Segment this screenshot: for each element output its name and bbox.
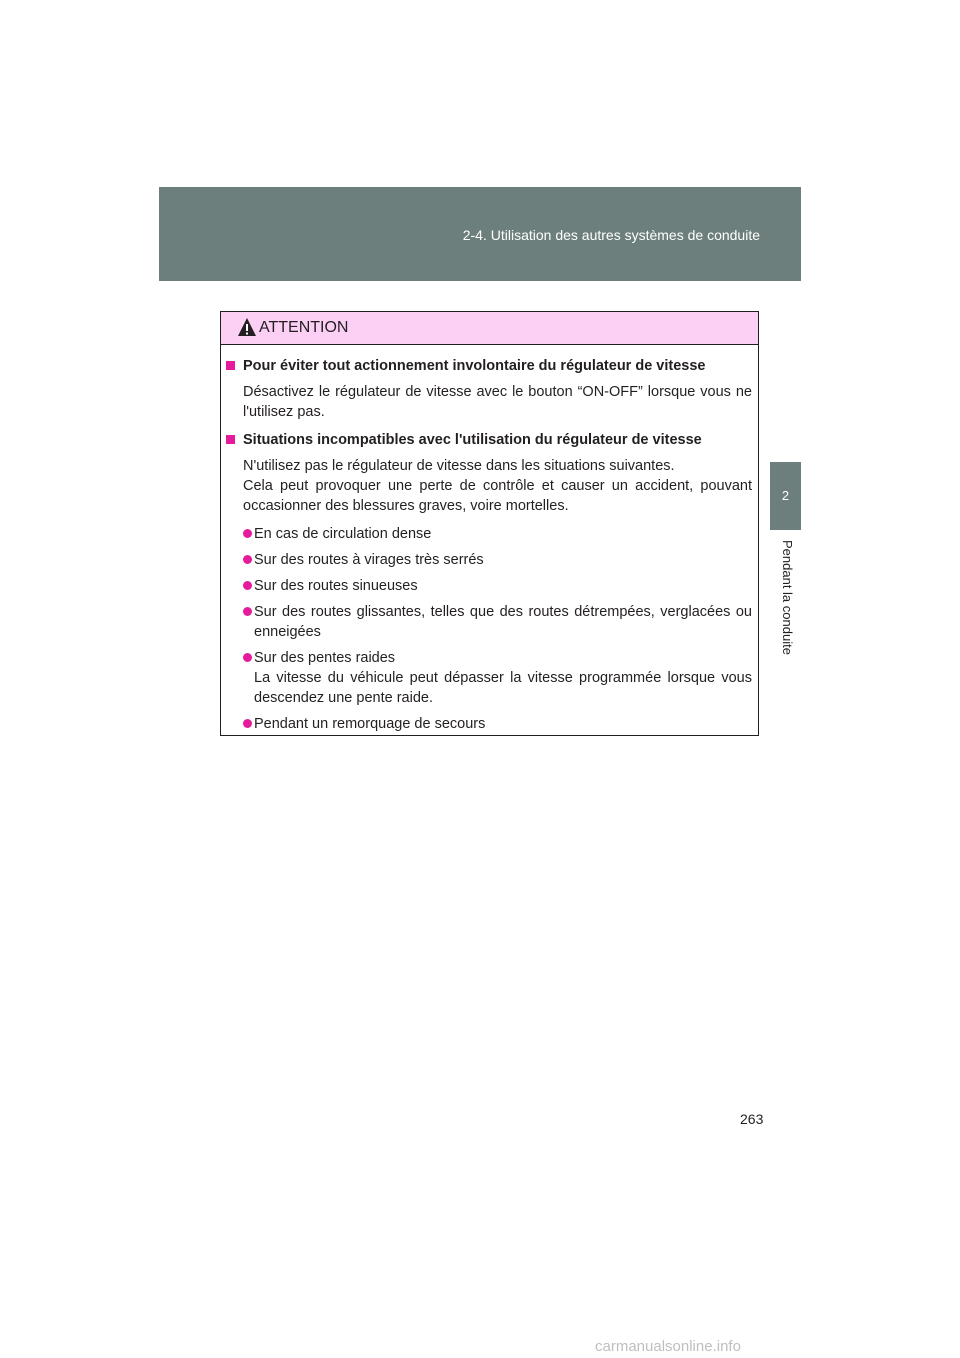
section-text xyxy=(226,456,752,516)
warning-body xyxy=(221,345,758,734)
list-item-text: En cas de circulation dense xyxy=(254,526,432,542)
round-bullet-icon xyxy=(243,719,252,728)
section-text-line: Cela peut provoquer une perte de contrôle et causer un accident, pouvant occasionner des blessures graves, voire mortelles. xyxy=(243,478,752,514)
header-band xyxy=(159,187,801,281)
list-item-text: Sur des routes à virages très serrés xyxy=(254,552,484,568)
chapter-label: Pendant la conduite xyxy=(780,540,795,655)
section-heading xyxy=(226,430,752,450)
section-text-line: N'utilisez pas le régulateur de vitesse dans les situations suivantes. xyxy=(243,458,675,474)
square-bullet-icon xyxy=(226,435,235,444)
list-item xyxy=(226,524,752,544)
section-title: 2-4. Utilisation des autres systèmes de conduite xyxy=(462,227,760,243)
square-bullet-icon xyxy=(226,361,235,370)
list-item xyxy=(226,576,752,596)
list-item-text: Pendant un remorquage de secours xyxy=(254,716,486,732)
round-bullet-icon xyxy=(243,653,252,662)
round-bullet-icon xyxy=(243,607,252,616)
chapter-number: 2 xyxy=(781,488,790,503)
section-text: Désactivez le régulateur de vitesse avec le bouton “ON-OFF” lorsque vous ne l'utilisez pas. xyxy=(243,384,752,420)
list-item xyxy=(226,602,752,642)
warning-box xyxy=(220,311,759,736)
list-item xyxy=(226,648,752,708)
round-bullet-icon xyxy=(243,581,252,590)
section-heading-text: Pour éviter tout actionnement involontaire du régulateur de vitesse xyxy=(243,358,706,374)
round-bullet-icon xyxy=(243,529,252,538)
page-number: 263 xyxy=(740,1111,764,1127)
round-bullet-icon xyxy=(243,555,252,564)
section-heading-text: Situations incompatibles avec l'utilisation du régulateur de vitesse xyxy=(243,432,702,448)
warning-header xyxy=(221,312,758,345)
list-item-text: Sur des routes sinueuses xyxy=(254,578,418,594)
watermark: carmanualsonline.info xyxy=(595,1338,741,1355)
section-heading xyxy=(226,356,752,376)
chapter-tab xyxy=(770,462,801,530)
list-item xyxy=(226,550,752,570)
list-item-text: Sur des routes glissantes, telles que des routes détrempées, verglacées ou enneigées xyxy=(254,604,752,640)
list-item-detail: La vitesse du véhicule peut dépasser la vitesse programmée lorsque vous descendez une pente raide. xyxy=(254,670,752,706)
warning-title: ATTENTION xyxy=(259,319,349,336)
warning-triangle-icon xyxy=(237,317,257,337)
list-item xyxy=(226,714,752,734)
list-item-text: Sur des pentes raides xyxy=(254,650,396,666)
